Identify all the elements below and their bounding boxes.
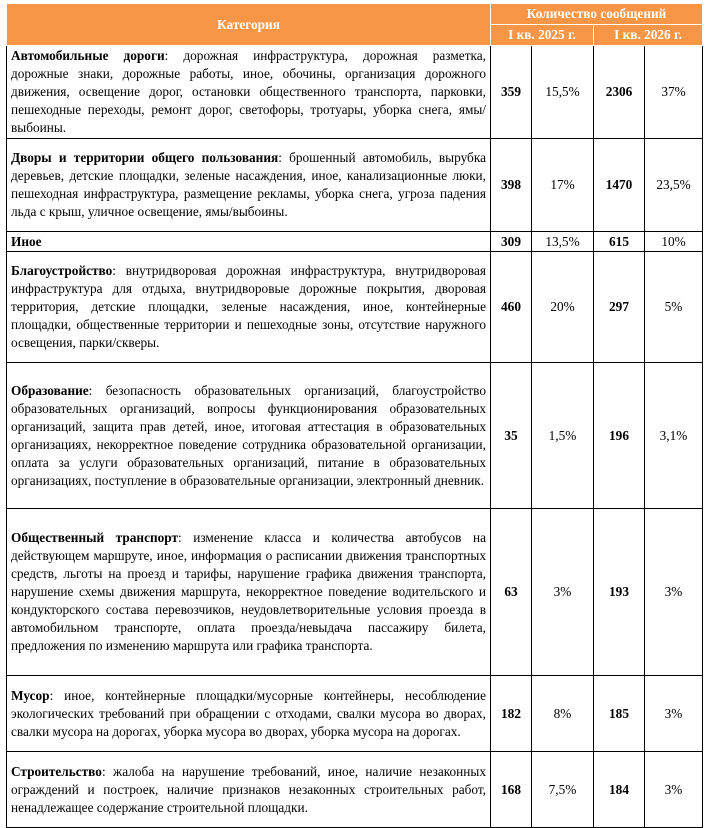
- share-2026: 23,5%: [645, 139, 703, 232]
- count-2026: 297: [594, 252, 645, 363]
- category-cell: [7, 363, 491, 509]
- share-2026: 3%: [645, 752, 703, 828]
- count-2025: 168: [491, 752, 532, 828]
- share-2025: 3%: [532, 509, 594, 676]
- share-2026: 10%: [645, 232, 703, 252]
- share-2026: 3%: [645, 676, 703, 752]
- header-row: [7, 4, 703, 25]
- count-2025: 398: [491, 139, 532, 232]
- category-cell: [7, 676, 491, 752]
- category-desc: : безопасность образовательных организаций, благоустройство образовательных организаций, вопросы функционирования образовательных организаций, защита прав детей, иное, итоговая аттестация в образовательных организациях, некорректное поведение сотрудника образовательной организации, оплата за услуги образовательных организаций, питание в образовательных организациях, поступление в образовательные организации, электронный дневник.: [11, 382, 486, 488]
- share-2025: 17%: [532, 139, 594, 232]
- table-row: [7, 509, 703, 676]
- share-2025: 13,5%: [532, 232, 594, 252]
- category-name: Благоустройство: [11, 263, 113, 278]
- category-cell: [7, 252, 491, 363]
- count-2026: 2306: [594, 46, 645, 139]
- header-count: Количество сообщений: [491, 4, 703, 25]
- table-body: [7, 46, 703, 828]
- category-desc: : жалоба на нарушение требований, иное, наличие незаконных ограждений и построек, наличие признаков незаконных строительных работ, ненадлежащее содержание строительной площадки.: [11, 763, 486, 815]
- category-name: Автомобильные дороги: [11, 48, 165, 63]
- category-cell: [7, 232, 491, 252]
- share-2026: 3,1%: [645, 363, 703, 509]
- share-2025: 7,5%: [532, 752, 594, 828]
- category-desc: : иное, контейнерные площадки/мусорные контейнеры, несоблюдение экологических требований при обращении с отходами, свалки мусора во дворах, свалки мусора на дорогах, уборка мусора во дворах, уборка мусора на дорогах.: [11, 687, 486, 739]
- category-name: Общественный транспорт: [11, 530, 179, 545]
- category-desc: : изменение класса и количества автобусов на действующем маршруте, иное, информация о расписании движения транспортных средств, льготы на проезд и тарифы, нарушение графика движения транспорта, нарушение схемы движения маршрута, некорректное поведение водительского и кондукторского состава перевозчиков, неудовлетворительные условия проезда в автомобильном транспорте, оплата проезда/невыдача пассажиру билета, предложения по изменению маршрута или графика транспорта.: [11, 530, 486, 653]
- count-2026: 193: [594, 509, 645, 676]
- category-cell: [7, 139, 491, 232]
- category-name: Строительство: [11, 763, 102, 779]
- table-row: [7, 232, 703, 252]
- count-2025: 309: [491, 232, 532, 252]
- count-2025: 35: [491, 363, 532, 509]
- messages-table: [6, 3, 703, 828]
- table-row: [7, 46, 703, 139]
- share-2025: 1,5%: [532, 363, 594, 509]
- table-row: [7, 252, 703, 363]
- category-name: Иное: [11, 234, 42, 249]
- category-name: Мусор: [11, 687, 50, 703]
- table-row: [7, 363, 703, 509]
- count-2026: 196: [594, 363, 645, 509]
- header-category: Категория: [7, 4, 491, 46]
- share-2026: 3%: [645, 509, 703, 676]
- share-2025: 15,5%: [532, 46, 594, 139]
- count-2025: 359: [491, 46, 532, 139]
- count-2026: 615: [594, 232, 645, 252]
- count-2025: 460: [491, 252, 532, 363]
- category-name: Образование: [11, 382, 89, 398]
- category-desc: : брошенный автомобиль, вырубка деревьев, детские площадки, зеленые насаждения, иное, канализационные люки, пешеходная инфраструктура, размещение рекламы, уборка снега, угроза падения льда с крыш, уличное освещение, ямы/выбоины.: [11, 150, 486, 219]
- share-2026: 37%: [645, 46, 703, 139]
- category-desc: : внутридворовая дорожная инфраструктура, внутридворовая инфраструктура для отдыха, внутридворовые дорожные покрытия, дворовая территория, детские площадки, зеленые насаждения, иное, контейнерные площадки, общественные территории и пешеходные зоны, отсутствие наружного освещения, парки/скверы.: [11, 263, 486, 350]
- table-row: [7, 752, 703, 828]
- category-desc: : дорожная инфраструктура, дорожная разметка, дорожные знаки, дорожные работы, иное, обочины, организация дорожного движения, освещение дорог, остановки общественного транспорта, парковки, пешеходные переходы, ремонт дорог, светофоры, тротуары, уборка снега, ямы/выбоины.: [11, 48, 486, 135]
- header-period-2025: I кв. 2025 г.: [491, 25, 594, 46]
- share-2025: 8%: [532, 676, 594, 752]
- count-2025: 63: [491, 509, 532, 676]
- category-name: Дворы и территории общего пользования: [11, 150, 279, 165]
- category-cell: [7, 46, 491, 139]
- count-2026: 185: [594, 676, 645, 752]
- category-cell: [7, 752, 491, 828]
- table-row: [7, 139, 703, 232]
- table-row: [7, 676, 703, 752]
- count-2026: 184: [594, 752, 645, 828]
- category-cell: [7, 509, 491, 676]
- header-period-2026: I кв. 2026 г.: [594, 25, 703, 46]
- share-2026: 5%: [645, 252, 703, 363]
- share-2025: 20%: [532, 252, 594, 363]
- count-2025: 182: [491, 676, 532, 752]
- count-2026: 1470: [594, 139, 645, 232]
